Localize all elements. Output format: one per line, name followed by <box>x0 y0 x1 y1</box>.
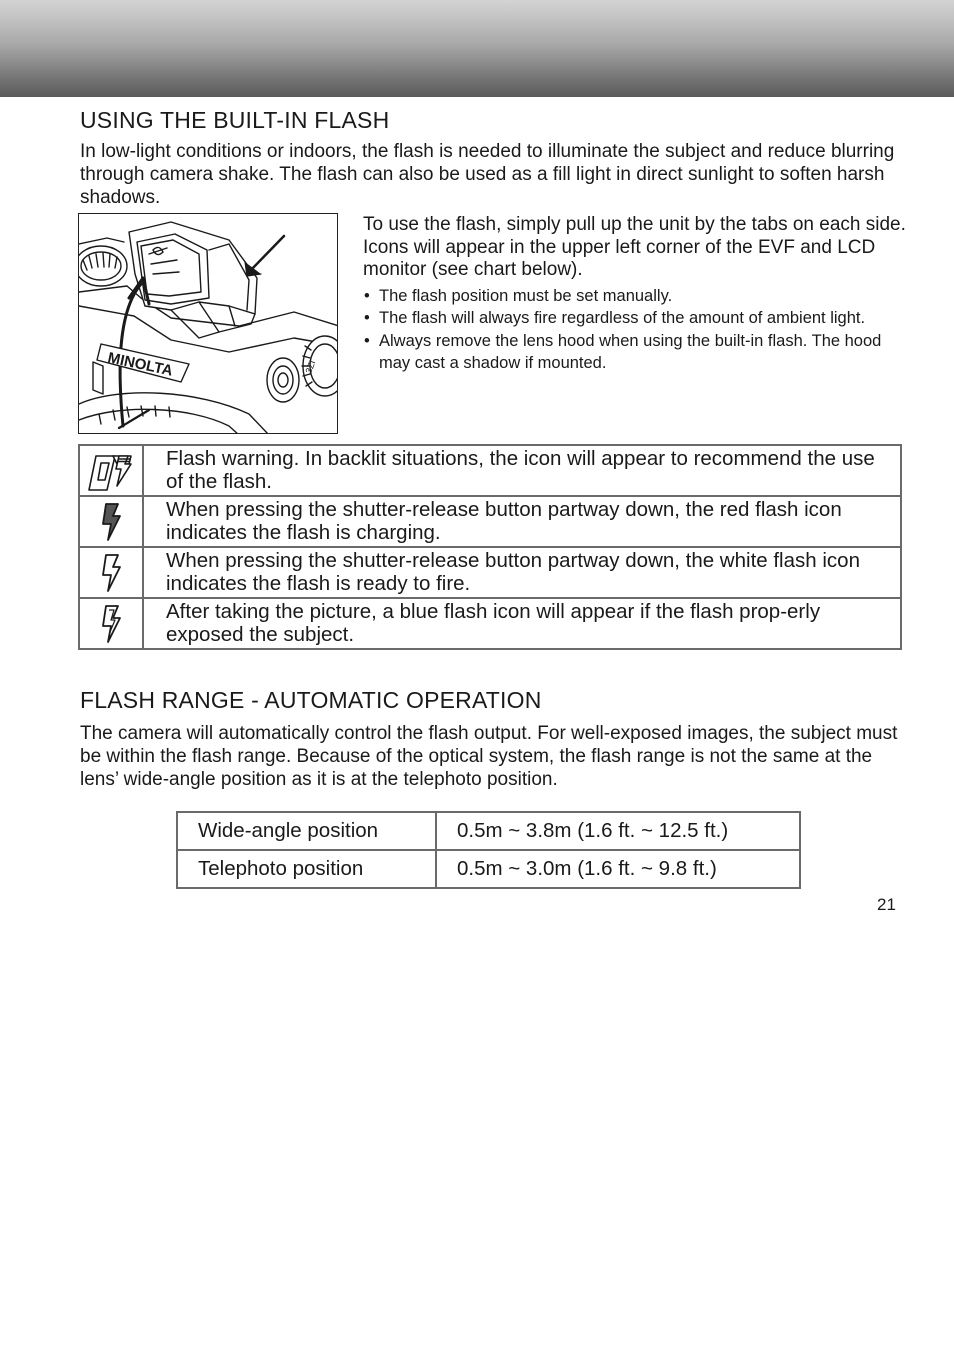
section-title-flash-range: FLASH RANGE - AUTOMATIC OPERATION <box>80 687 542 713</box>
dial-text: 3ZI <box>303 359 318 375</box>
table-row <box>177 812 800 850</box>
intro-paragraph: In low-light conditions or indoors, the flash is needed to illuminate the subject and reduce blurring through camera shake. The flash can also be used as a fill light in direct sunlight to soften harsh shadows. <box>80 141 895 208</box>
flash-warning-icon <box>87 450 135 492</box>
flash-exposed-icon <box>99 604 123 644</box>
table-row <box>177 850 800 888</box>
notes-list <box>363 285 908 375</box>
flash-ready-icon <box>99 553 123 593</box>
table-row <box>79 547 901 598</box>
position-cell: Wide-angle position <box>177 812 436 850</box>
header-bar <box>0 0 954 97</box>
icon-cell <box>79 445 143 496</box>
list-item: • The flash position must be set manually. <box>363 285 908 308</box>
range-cell: 0.5m ~ 3.8m (1.6 ft. ~ 12.5 ft.) <box>436 812 800 850</box>
flash-range-paragraph: The camera will automatically control the flash output. For well-exposed images, the subject must be within the flash range. Because of the optical system, the flash range is not the same at the lens’ wide-angle position as it is at the telephoto position. <box>80 723 898 790</box>
instructions-column <box>363 214 908 375</box>
instructions-paragraph: To use the flash, simply pull up the unit by the tabs on each side. Icons will appear in the upper left corner of the EVF and LCD monitor (see chart below). <box>363 214 906 280</box>
icon-description: When pressing the shutter-release button partway down, the red flash icon indicates the flash is charging. <box>143 496 901 547</box>
brand-text: MINOLTA <box>106 349 175 380</box>
icon-cell <box>79 547 143 598</box>
list-item: • The flash will always fire regardless of the amount of ambient light. <box>363 307 908 330</box>
page-number: 21 <box>877 895 896 914</box>
section-title-built-in-flash: USING THE BUILT-IN FLASH <box>80 107 390 133</box>
brand-plate <box>97 344 189 382</box>
icon-description: When pressing the shutter-release button partway down, the white flash icon indicates the flash is ready to fire. <box>143 547 901 598</box>
icon-description: Flash warning. In backlit situations, the icon will appear to recommend the use of the flash. <box>143 445 901 496</box>
icon-description: After taking the picture, a blue flash icon will appear if the flash prop-erly exposed the subject. <box>143 598 901 649</box>
flash-range-table <box>176 811 801 889</box>
position-cell: Telephoto position <box>177 850 436 888</box>
table-row <box>79 598 901 649</box>
list-item: • Always remove the lens hood when using the built-in flash. The hood may cast a shadow if mounted. <box>363 330 908 375</box>
flash-icon-table <box>78 444 902 650</box>
icon-cell <box>79 598 143 649</box>
table-row <box>79 496 901 547</box>
flash-charging-icon <box>99 502 123 542</box>
table-row <box>79 445 901 496</box>
range-cell: 0.5m ~ 3.0m (1.6 ft. ~ 9.8 ft.) <box>436 850 800 888</box>
icon-cell <box>79 496 143 547</box>
camera-flash-illustration <box>78 213 338 434</box>
